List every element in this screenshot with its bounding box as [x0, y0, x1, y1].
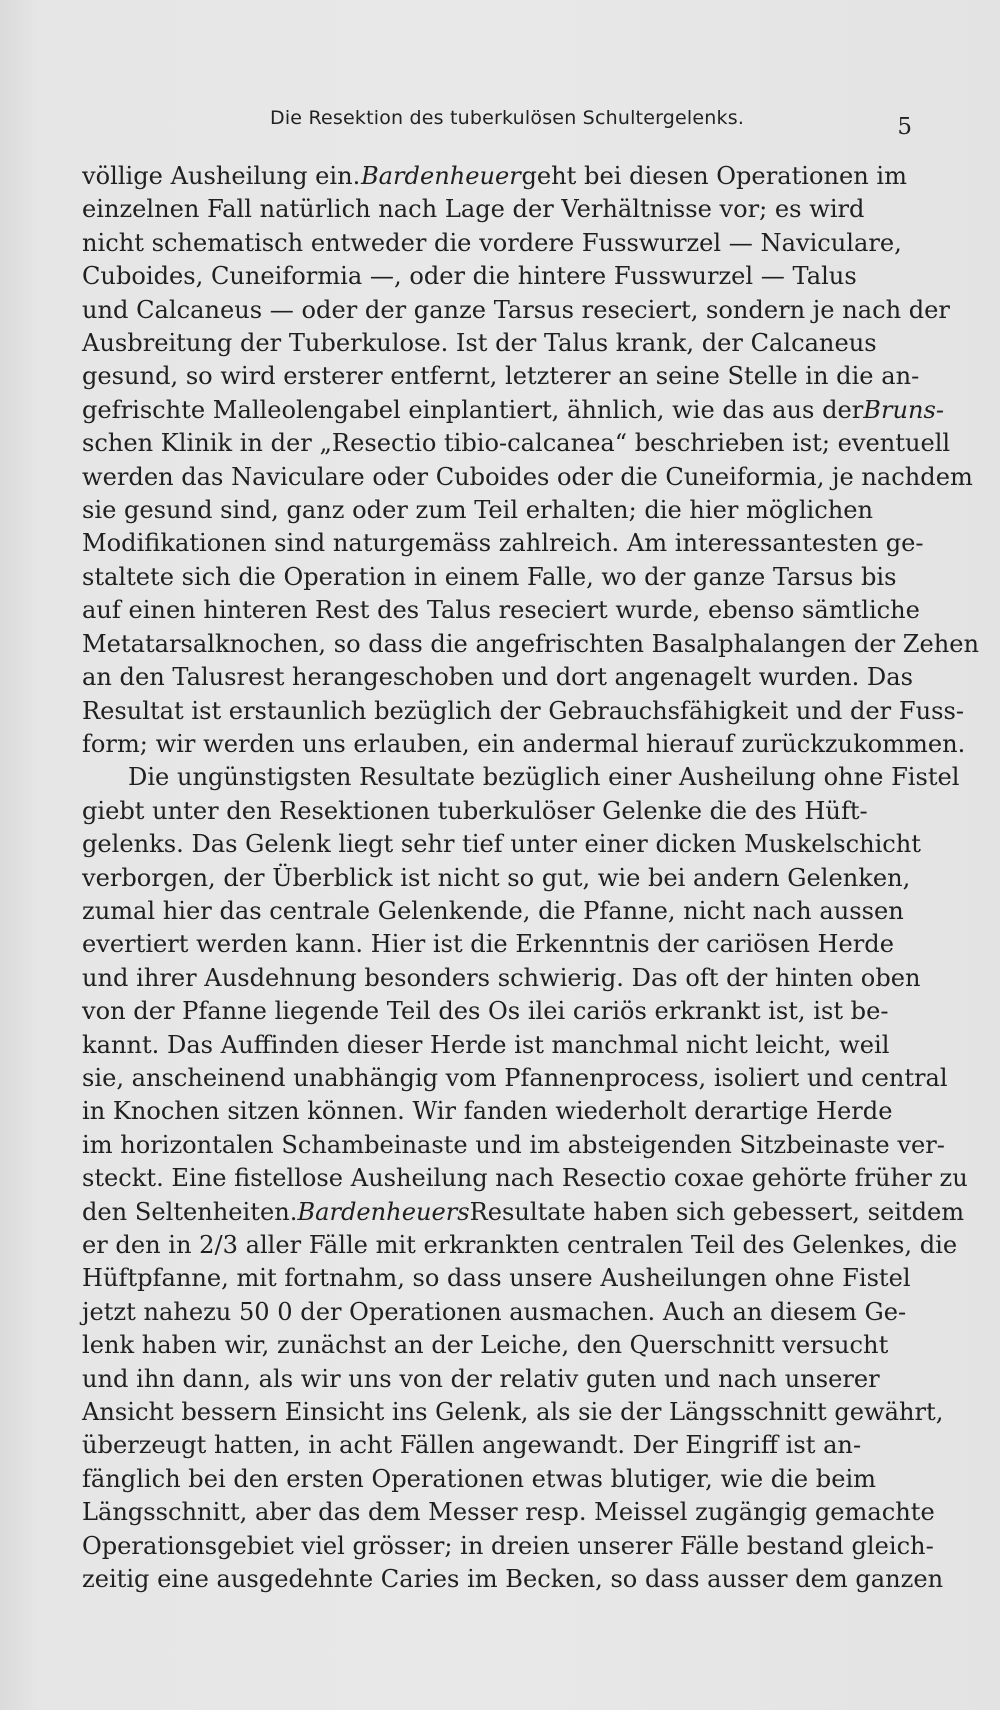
paragraph-1: [82, 160, 980, 761]
text-line: verborgen, der Überblick ist nicht so gut, wie bei andern Gelenken,: [82, 863, 911, 892]
text-line: Ansicht bessern Einsicht ins Gelenk, als sie der Längsschnitt gewährt,: [82, 1398, 944, 1427]
text-line: gelenks. Das Gelenk liegt sehr tief unter einer dicken Muskelschicht: [82, 830, 921, 859]
text-line: [82, 160, 907, 193]
text-line: einzelnen Fall natürlich nach Lage der Verhältnisse vor; es wird: [82, 195, 865, 224]
text-line: und Calcaneus — oder der ganze Tarsus reseciert, sondern je nach der: [82, 295, 950, 324]
text-line: Cuboides, Cuneiformia —, oder die hintere Fusswurzel — Talus: [82, 262, 857, 291]
text-line: form; wir werden uns erlauben, ein andermal hierauf zurückzukommen.: [82, 729, 966, 758]
text-line: Metatarsalknochen, so dass die angefrischten Basalphalangen der Zehen: [82, 629, 980, 658]
text-line: Längsschnitt, aber das dem Messer resp. Meissel zugängig gemachte: [82, 1498, 935, 1527]
body-text: [82, 160, 980, 1596]
text-line: Resultat ist erstaunlich bezüglich der Gebrauchsfähigkeit und der Fuss-: [82, 696, 964, 725]
paragraph-2: [82, 761, 968, 1596]
text-line: Die ungünstigsten Resultate bezüglich einer Ausheilung ohne Fistel: [128, 763, 960, 792]
text-line: giebt unter den Resektionen tuberkulöser Gelenke die des Hüft-: [82, 796, 868, 825]
text-line: schen Klinik in der „Resectio tibio-calcanea“ beschrieben ist; eventuell: [82, 429, 951, 458]
text-line: überzeugt hatten, in acht Fällen angewandt. Der Eingriff ist an-: [82, 1431, 862, 1460]
text-line: an den Talusrest herangeschoben und dort angenagelt wurden. Das: [82, 663, 913, 692]
text-line: Ausbreitung der Tuberkulose. Ist der Talus krank, der Calcaneus: [82, 329, 877, 358]
line-segment: gefrischte Malleolengabel einplantiert, ähnlich, wie das aus der: [82, 395, 864, 424]
text-line: gesund, so wird ersterer entfernt, letzterer an seine Stelle in die an-: [82, 362, 920, 391]
line-segment: Resultate haben sich gebessert, seitdem: [469, 1197, 965, 1226]
text-line: sie, anscheinend unabhängig vom Pfannenprocess, isoliert und central: [82, 1063, 948, 1092]
text-line: evertiert werden kann. Hier ist die Erkenntnis der cariösen Herde: [82, 930, 894, 959]
text-line: von der Pfanne liegende Teil des Os ilei cariös erkrankt ist, ist be-: [82, 997, 889, 1026]
page-number: 5: [897, 114, 912, 140]
text-line: [82, 394, 945, 427]
text-line: lenk haben wir, zunächst an der Leiche, den Querschnitt versucht: [82, 1331, 889, 1360]
text-line: nicht schematisch entweder die vordere Fusswurzel — Naviculare,: [82, 228, 902, 257]
text-line: und ihn dann, als wir uns von der relativ guten und nach unserer: [82, 1364, 880, 1393]
text-line: auf einen hinteren Rest des Talus reseciert wurde, ebenso sämtliche: [82, 596, 920, 625]
line-segment: den Seltenheiten.: [82, 1197, 298, 1226]
text-line: jetzt nahezu 50 0 der Operationen ausmachen. Auch an diesem Ge-: [82, 1297, 907, 1326]
text-line: [82, 1196, 965, 1229]
text-line: zeitig eine ausgedehnte Caries im Becken, so dass ausser dem ganzen: [82, 1565, 944, 1594]
text-line: im horizontalen Schambeinaste und im absteigenden Sitzbeinaste ver-: [82, 1130, 945, 1159]
text-line: staltete sich die Operation in einem Falle, wo der ganze Tarsus bis: [82, 562, 897, 591]
text-line: Modifikationen sind naturgemäss zahlreich. Am interessantesten ge-: [82, 529, 924, 558]
text-line: werden das Naviculare oder Cuboides oder die Cuneiformia, je nachdem: [82, 462, 973, 491]
text-line: kannt. Das Auffinden dieser Herde ist manchmal nicht leicht, weil: [82, 1030, 890, 1059]
text-line: Operationsgebiet viel grösser; in dreien unserer Fälle bestand gleich-: [82, 1531, 934, 1560]
author-name: Bardenheuers: [297, 1197, 470, 1226]
text-line: in Knochen sitzen können. Wir fanden wiederholt derartige Herde: [82, 1097, 893, 1126]
author-name: Bardenheuer: [360, 162, 521, 190]
text-line: sie gesund sind, ganz oder zum Teil erhalten; die hier möglichen: [82, 496, 874, 525]
text-line: fänglich bei den ersten Operationen etwas blutiger, wie die beim: [82, 1464, 877, 1493]
text-line: zumal hier das centrale Gelenkende, die Pfanne, nicht nach aussen: [82, 896, 904, 925]
line-segment: völlige Ausheilung ein.: [82, 162, 361, 190]
text-line: er den in 2/3 aller Fälle mit erkrankten centralen Teil des Gelenkes, die: [82, 1231, 958, 1259]
text-line: und ihrer Ausdehnung besonders schwierig. Das oft der hinten oben: [82, 963, 921, 992]
text-line: Hüftpfanne, mit fortnahm, so dass unsere Ausheilungen ohne Fistel: [82, 1264, 911, 1293]
line-segment: geht bei diesen Operationen im: [521, 162, 907, 190]
author-name: Bruns-: [863, 395, 945, 424]
text-line: steckt. Eine fistellose Ausheilung nach Resectio coxae gehörte früher zu: [82, 1164, 968, 1193]
running-header: Die Resektion des tuberkulösen Schultergelenks.: [270, 107, 745, 129]
